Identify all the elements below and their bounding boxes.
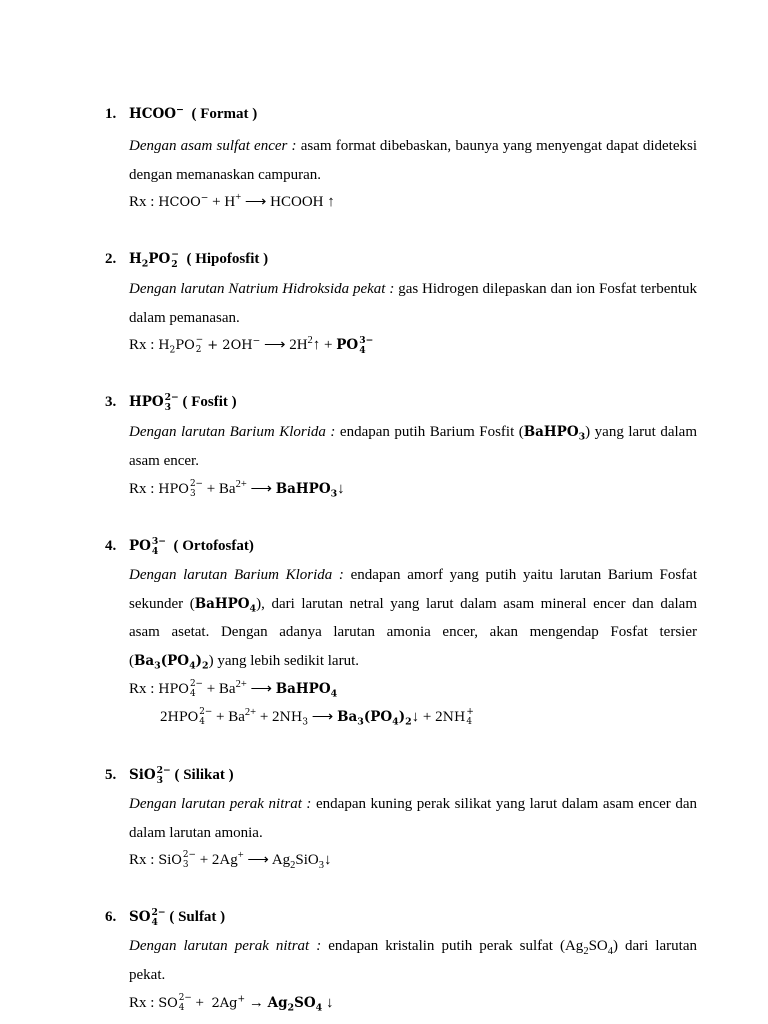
section-heading-hipofosfit: 2. $H_2PO$ − 2 ( Hipofosfit ) xyxy=(105,249,269,270)
section-heading-silikat: 5. SiO 2− 3 ( Silikat ) xyxy=(105,765,234,786)
section-description: Dengan larutan perak nitrat : endapan kuning perak silikat yang larut dalam asam encer dan dalam larutan amonia. xyxy=(129,796,698,841)
section-description: Dengan larutan Natrium Hidroksida pekat : gas Hidrogen dilepaskan dan ion Fosfat terbentuk dalam pemanasan. xyxy=(129,281,698,326)
reaction-equation: Rx : HPO 2− 3 + $Ba^{2+}$ ⟶ BaHPO$_3$↓ xyxy=(129,479,345,500)
section-description: Dengan larutan Barium Klorida : endapan putih Barium Fosfit (BaHPO$_3$) yang larut dalam asam encer. xyxy=(129,424,697,469)
reaction-equation: Rx : SiO 2− 3 + 2Ag+ ⟶ $Ag_2SiO_3↓$ xyxy=(129,850,332,871)
section-description: Dengan larutan perak nitrat : endapan kristalin putih perak sulfat $(Ag_2SO_4)$ dari larutan pekat. xyxy=(129,938,697,983)
section-heading-sulfat: 6. SO 2− 4 ( Sulfat ) xyxy=(105,907,226,928)
reaction-equation: Rx : HPO 2− 4 + $Ba^{2+}$ ⟶ BaHPO$_4$ xyxy=(129,679,338,700)
section-heading-fosfit: 3. HPO 2− 3 ( Fosfit ) xyxy=(105,392,237,413)
section-description: Dengan larutan Barium Klorida : endapan amorf yang putih yaitu larutan Barium Fosfat sekunder (BaHPO$_4$), dari larutan netral yang larut dalam asam mineral encer dan dalam asam asetat. Dengan adanya larutan amonia encer, akan mengendap Fosfat tersier $(Ba_3(PO_4)_2)$ yang lebih sedikit larut. xyxy=(129,567,698,672)
reaction-equation: Rx : SO 2− 4 + $2Ag^+ \to Ag_2SO_4$ ↓ xyxy=(129,993,334,1014)
reaction-equation: Rx : HCOO− + H+ ⟶ HCOOH ↑ xyxy=(129,192,335,210)
reaction-equation: 2HPO 2− 4 + $Ba^{2+} + 2NH_3$ ⟶ $Ba_3(PO_4)_2↓ + 2NH$ + 4 xyxy=(160,707,474,728)
reaction-equation: Rx : $H_2PO$ − 2 + 2OH− ⟶ $2H^2↑$ + PO 3− 4 xyxy=(129,334,374,356)
section-heading-ortofosfat: 4. PO 3− 4 ( Ortofosfat) xyxy=(105,536,254,557)
section-heading-format: 1. HCOO− ( Format ) xyxy=(105,104,258,122)
section-description: Dengan asam sulfat encer : asam format dibebaskan, baunya yang menyengat dapat dideteksi dengan memanaskan campuran. xyxy=(129,138,698,183)
